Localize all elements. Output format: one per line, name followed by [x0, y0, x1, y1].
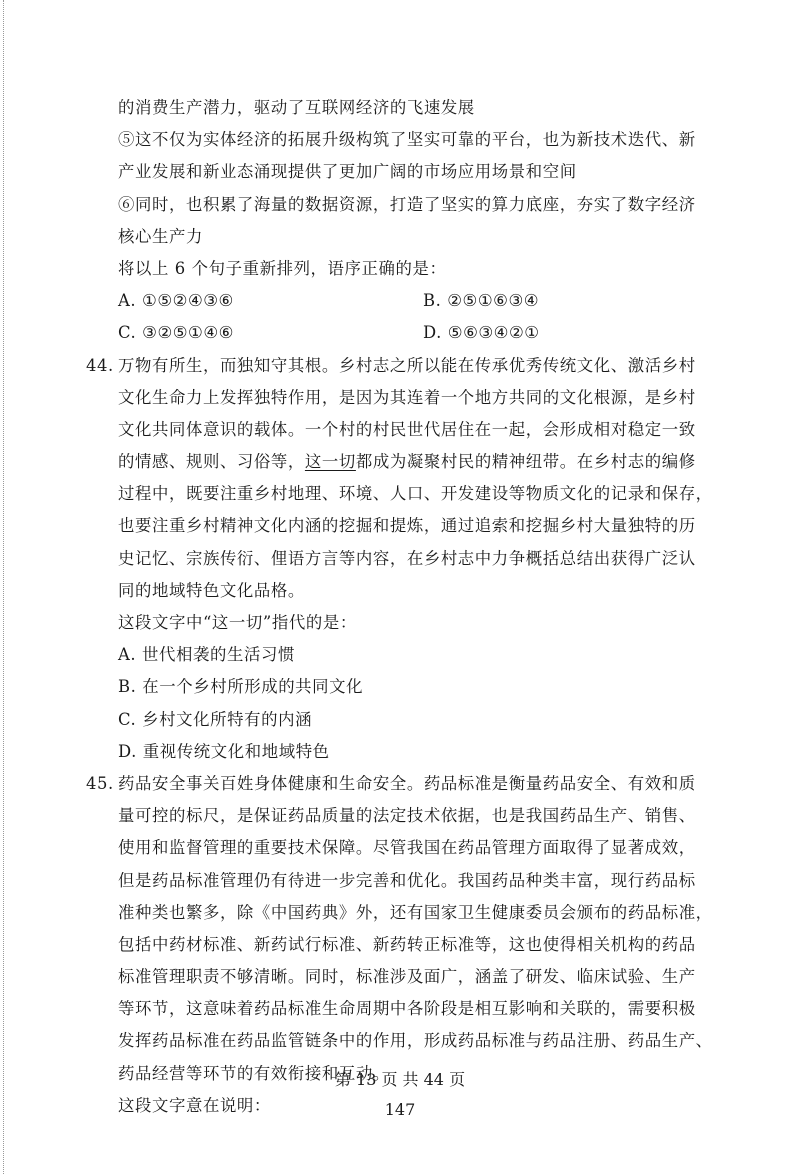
option-c: C. ③②⑤①④⑥: [118, 323, 234, 343]
question-number: 45.: [86, 773, 114, 793]
option-c: C. 乡村文化所特有的内涵: [118, 709, 313, 729]
question-number: 44.: [86, 355, 114, 375]
passage-line: 也要注重乡村精神文化内涵的挖掘和提炼，通过追索和挖掘乡村大量独特的历: [118, 516, 696, 536]
sentence-line: ⑤这不仅为实体经济的拓展升级构筑了坚实可靠的平台，也为新技术迭代、新: [118, 130, 696, 150]
passage-line: 文化共同体意识的载体。一个村的村民世代居住在一起，会形成相对稳定一致: [118, 419, 696, 439]
passage-text: 药品安全事关百姓身体健康和生命安全。药品标准是衡量药品安全、有效和质: [118, 773, 696, 793]
passage-line: 使用和监督管理的重要技术保障。尽管我国在药品管理方面取得了显著成效，: [118, 838, 696, 858]
page-footer-label: 第 13 页 共 44 页: [334, 1070, 466, 1089]
passage-line: 包括中药材标准、新药试行标准、新药转正标准等，这也使得相关机构的药品: [118, 934, 696, 954]
passage-line: 过程中，既要注重乡村地理、环境、人口、开发建设等物质文化的记录和保存，: [118, 484, 713, 504]
option-d: D. 重视传统文化和地域特色: [118, 741, 330, 761]
passage-line: 文化生命力上发挥独特作用，是因为其连着一个地方共同的文化根源，是乡村: [118, 387, 696, 407]
underlined-phrase: 这一切: [304, 452, 356, 472]
passage-text: 都成为凝聚村民的精神纽带。在乡村志的编修: [355, 452, 696, 472]
passage-line: 等环节，这意味着药品标准生命周期中各阶段是相互影响和关联的，需要积极: [118, 999, 696, 1019]
binding-margin-dots: [3, 0, 4, 1174]
question-prompt: 这段文字中“这一切”指代的是：: [118, 613, 357, 632]
sentence-line: 的消费生产潜力，驱动了互联网经济的飞速发展: [118, 98, 475, 117]
options-row: [118, 317, 718, 349]
sentence-line: ⑥同时，也积累了海量的数据资源，打造了坚实的算力底座，夯实了数字经济: [118, 194, 696, 214]
option-b: B. 在一个乡村所形成的共同文化: [118, 677, 364, 697]
passage-line: 史记忆、宗族传衍、俚语方言等内容，在乡村志中力争概括总结出获得广泛认: [118, 548, 696, 568]
options-row: [118, 285, 718, 317]
question-43-continuation: [118, 92, 718, 350]
page-footer-number: 147: [384, 1100, 416, 1119]
sentence-line: 核心生产力: [118, 226, 203, 246]
question-prompt: 将以上 6 个句子重新排列，语序正确的是：: [118, 258, 447, 278]
option-b: B. ②⑤①⑥③④: [423, 291, 540, 311]
passage-line: 量可控的标尺，是保证药品质量的法定技术依据，也是我国药品生产、销售、: [118, 806, 696, 826]
passage-line: 药品经营等环节的有效衔接和互动。: [118, 1063, 390, 1083]
passage-text: 的情感、规则、习俗等，: [118, 452, 305, 472]
passage-line: [118, 446, 718, 478]
sentence-line: 产业发展和新业态涌现提供了更加广阔的市场应用场景和空间: [118, 162, 577, 182]
passage-line: 发挥药品标准在药品监管链条中的作用，形成药品标准与药品注册、药品生产、: [118, 1031, 713, 1051]
question-prompt: 这段文字意在说明：: [118, 1095, 271, 1115]
option-a: A. ①⑤②④③⑥: [118, 291, 234, 311]
question-44: [86, 350, 718, 768]
passage-line: 准种类也繁多，除《中国药典》外，还有国家卫生健康委员会颁布的药品标准，: [118, 902, 713, 922]
option-a: A. 世代相袭的生活习惯: [118, 645, 295, 665]
option-d: D. ⑤⑥③④②①: [423, 323, 540, 343]
passage-line: 同的地域特色文化品格。: [118, 580, 305, 600]
passage-line: 但是药品标准管理仍有待进一步完善和优化。我国药品种类丰富，现行药品标: [118, 870, 696, 890]
passage-line: [86, 350, 718, 382]
passage-text: 万物有所生，而独知守其根。乡村志之所以能在传承优秀传统文化、激活乡村: [118, 355, 696, 375]
passage-line: 标准管理职责不够清晰。同时，标准涉及面广，涵盖了研发、临床试验、生产: [118, 967, 696, 987]
passage-line: [86, 768, 718, 800]
exam-page-body: [86, 92, 718, 1122]
